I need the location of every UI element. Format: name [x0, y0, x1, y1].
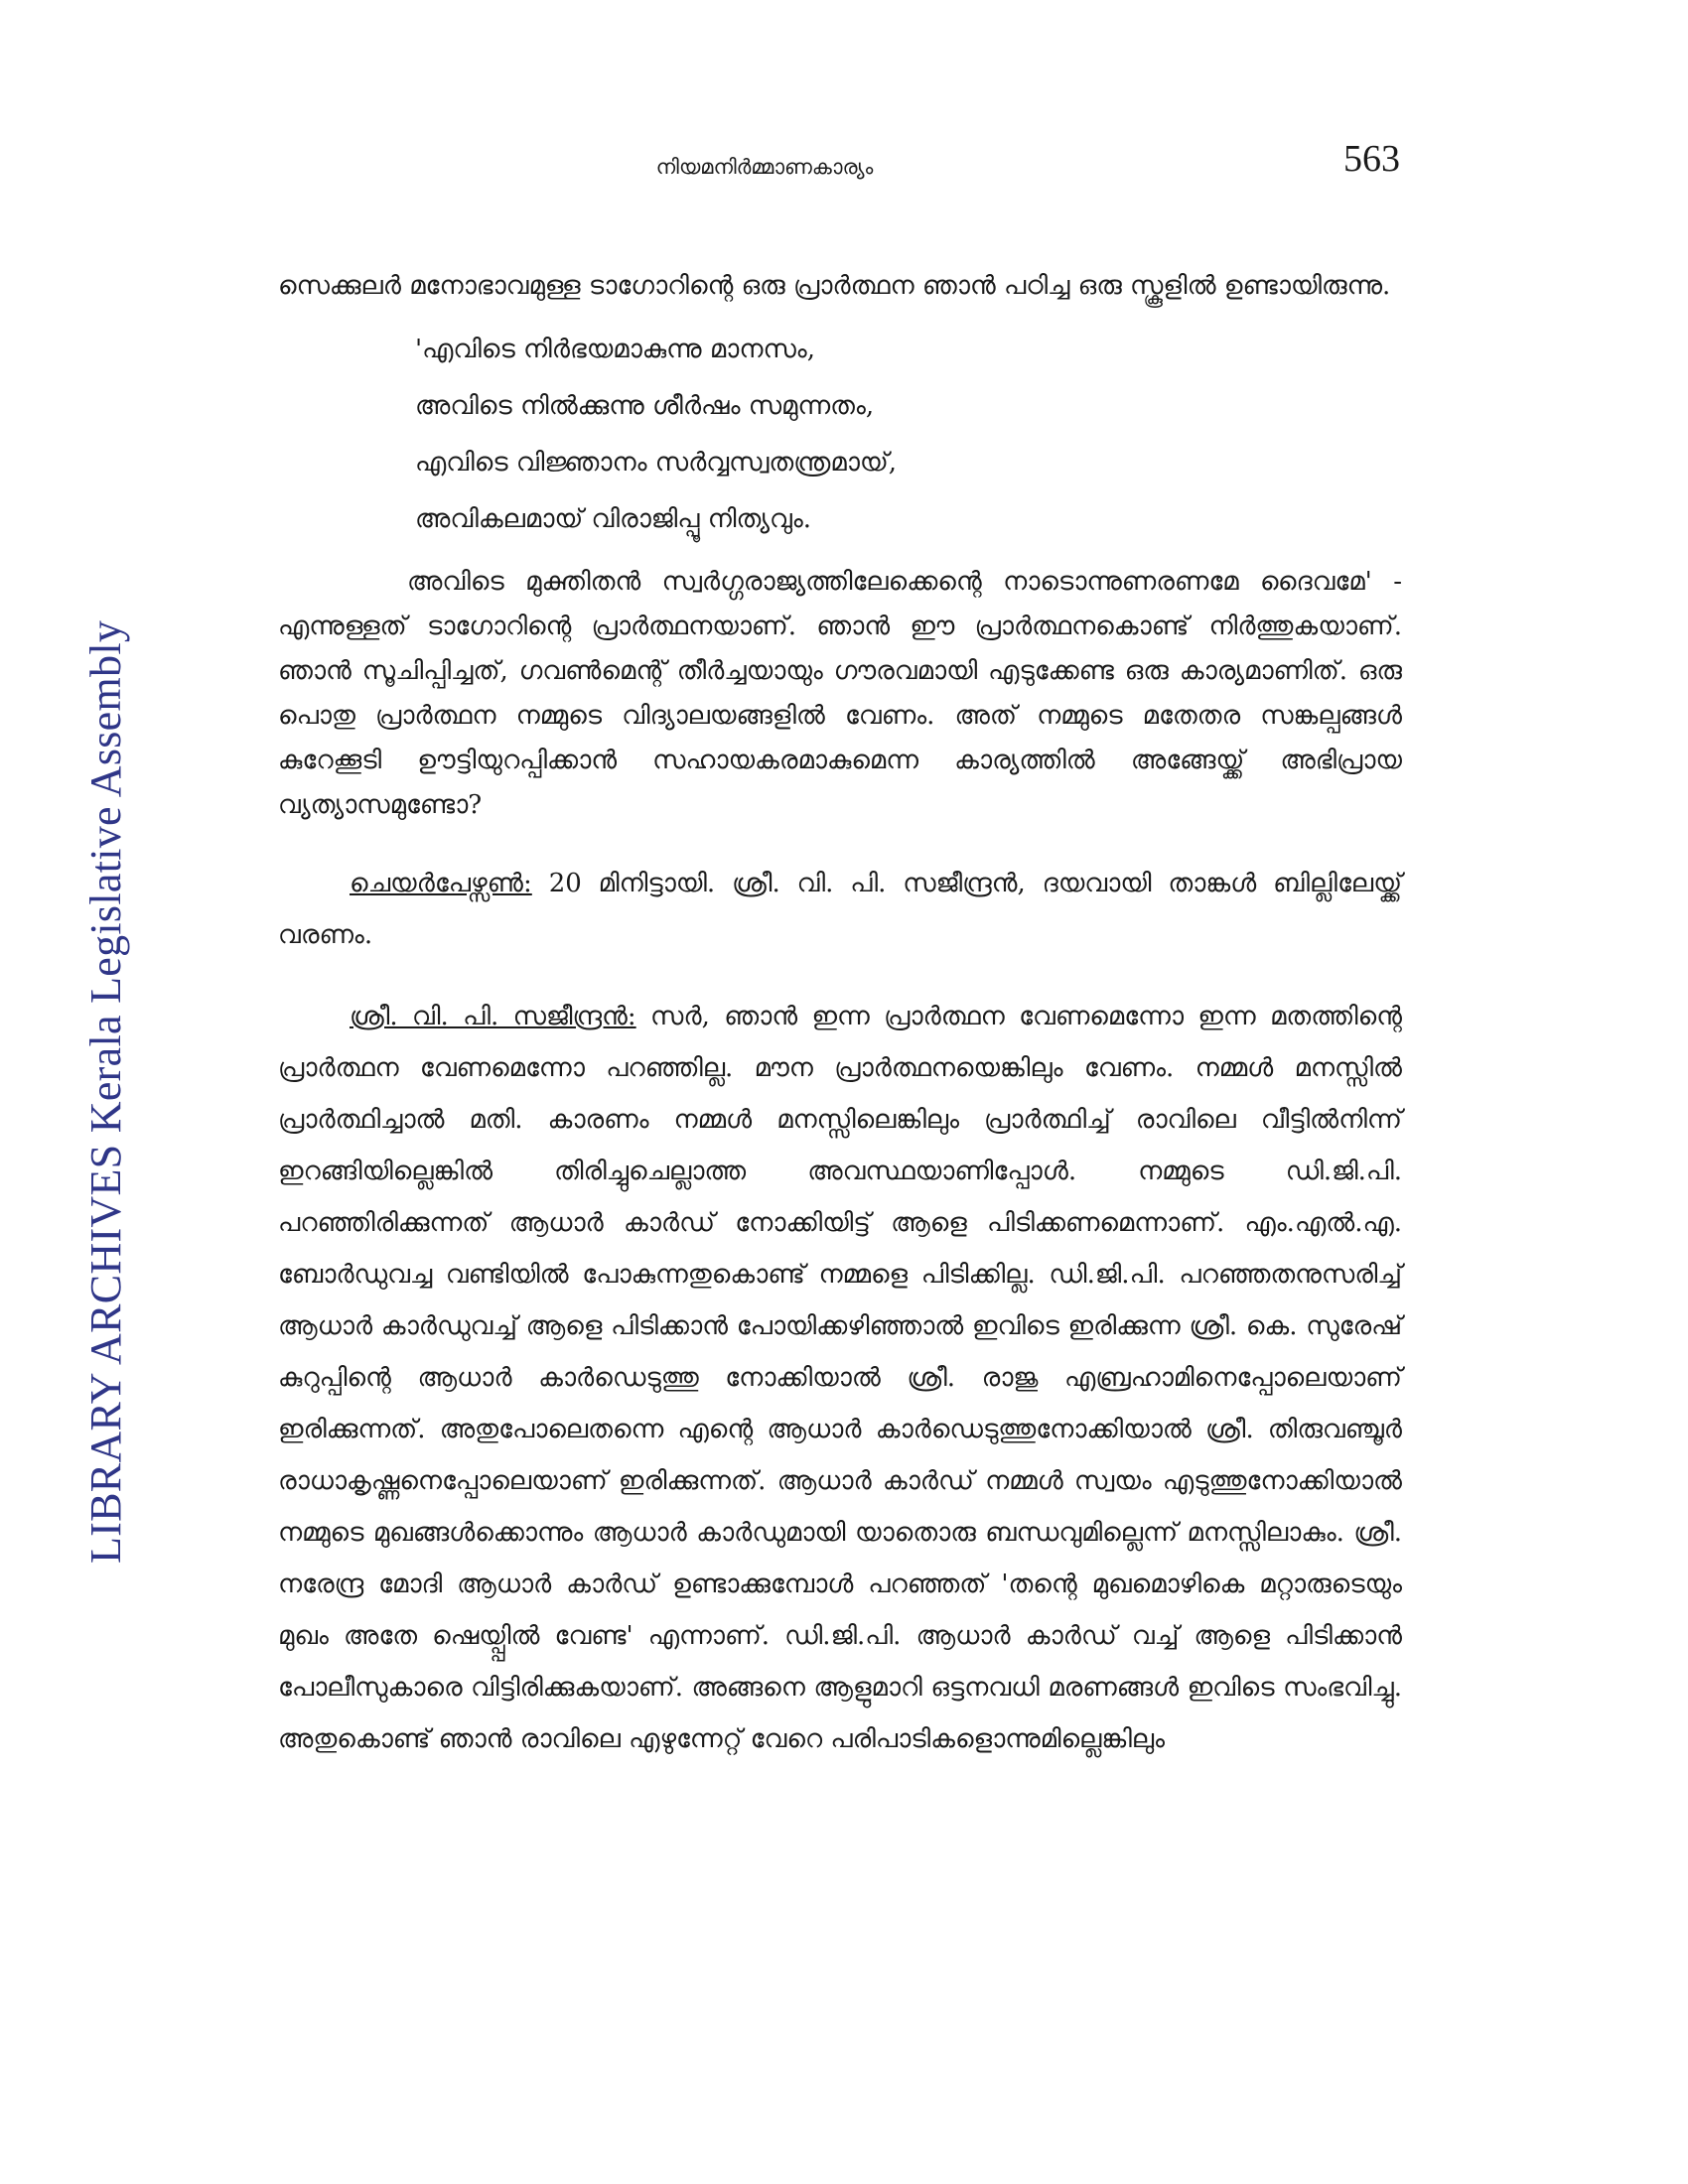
- paragraph-secular-prayer: സെക്കുലർ മനോഭാവമുള്ള ടാഗോറിന്റെ ഒരു പ്രാർത്ഥന ഞാൻ പഠിച്ച ഒരു സ്കൂളിൽ ഉണ്ടായിരുന്നു.: [278, 271, 1391, 301]
- member-speech-text: സർ, ഞാൻ ഇന്ന പ്രാർത്ഥന വേണമെന്നോ ഇന്ന മതത്തിന്റെ പ്രാർത്ഥന വേണമെന്നോ പറഞ്ഞില്ല. മൗന പ്രാർത്ഥനയെങ്കിലും വേണം. നമ്മൾ മനസ്സിൽ പ്രാർത്ഥിച്ചാൽ മതി. കാരണം നമ്മൾ മനസ്സിലെങ്കിലും പ്രാർത്ഥിച്ച് രാവിലെ വീട്ടിൽനിന്ന് ഇറങ്ങിയില്ലെങ്കിൽ തിരിച്ചുചെല്ലാത്ത അവസ്ഥയാണിപ്പോൾ. നമ്മുടെ ഡി.ജി.പി. പറഞ്ഞിരിക്കുന്നത് ആധാർ കാർഡ് നോക്കിയിട്ട് ആളെ പിടിക്കണമെന്നാണ്. എം.എൽ.എ. ബോർഡുവച്ച വണ്ടിയിൽ പോകുന്നതുകൊണ്ട് നമ്മളെ പിടിക്കില്ല. ഡി.ജി.പി. പറഞ്ഞതനുസരിച്ച് ആധാർ കാർഡുവച്ച് ആളെ പിടിക്കാൻ പോയിക്കഴിഞ്ഞാൽ ഇവിടെ ഇരിക്കുന്ന ശ്രീ. കെ. സുരേഷ് കുറുപ്പിന്റെ ആധാർ കാർഡെടുത്തു നോക്കിയാൽ ശ്രീ. രാജു എബ്രഹാമിനെപ്പോലെയാണ് ഇരിക്കുന്നത്. അതുപോലെതന്നെ എന്റെ ആധാർ കാർഡെടുത്തുനോക്കിയാൽ ശ്രീ. തിരുവഞ്ചൂർ രാധാകൃഷ്ണനെപ്പോലെയാണ് ഇരിക്കുന്നത്. ആധാർ കാർഡ് നമ്മൾ സ്വയം എടുത്തുനോക്കിയാൽ നമ്മുടെ മുഖങ്ങൾക്കൊന്നും ആധാർ കാർഡുമായി യാതൊരു ബന്ധവുമില്ലെന്ന് മനസ്സിലാകും. ശ്രീ. നരേന്ദ്ര മോദി ആധാർ കാർഡ് ഉണ്ടാക്കുമ്പോൾ പറഞ്ഞത് 'തന്റെ മുഖമൊഴികെ മറ്റാരുടെയും മുഖം അതേ ഷെയ്പ്പിൽ വേണ്ട' എന്നാണ്. ഡി.ജി.പി. ആധാർ കാർഡ് വച്ച് ആളെ പിടിക്കാൻ പോലീസുകാരെ വിട്ടിരിക്കുകയാണ്. അങ്ങനെ ആളുമാറി ഒട്ടനവധി മരണങ്ങൾ ഇവിടെ സംഭവിച്ചു. അതുകൊണ്ട് ഞാൻ രാവിലെ എഴുന്നേറ്റ് വേറെ പരിപാടികളൊന്നുമില്ലെങ്കിലും: [278, 1002, 1403, 1754]
- poem-line: അവികലമായ് വിരാജിപ്പൂ നിത്യവും.: [415, 504, 811, 534]
- running-header-title: നിയമനിർമ്മാണകാര്യം: [655, 155, 874, 179]
- speaker-name-chair: ചെയർപേഴ്സൺ:: [350, 869, 532, 898]
- paragraph-member-speech: [278, 991, 1402, 1765]
- paragraph-tagore-prayer: അവിടെ മുക്തിതൻ സ്വർഗ്ഗരാജ്യത്തിലേക്കെന്റെ നാടൊന്നുണരണമേ ദൈവമേ' - എന്നുള്ളത് ടാഗോറിന്റെ പ്രാർത്ഥനയാണ്. ഞാൻ ഈ പ്രാർത്ഥനകൊണ്ട് നിർത്തുകയാണ്. ഞാൻ സൂചിപ്പിച്ചത്, ഗവൺമെന്റ് തീർച്ചയായും ഗൗരവമായി എടുക്കേണ്ട ഒരു കാര്യമാണിത്. ഒരു പൊതു പ്രാർത്ഥന നമ്മുടെ വിദ്യാലയങ്ങളിൽ വേണം. അത് നമ്മുടെ മതേതര സങ്കല്പങ്ങൾ കുറേക്കൂടി ഊട്ടിയുറപ്പിക്കാൻ സഹായകരമാകുമെന്ന കാര്യത്തിൽ അങ്ങേയ്ക്ക് അഭിപ്രായ വ്യത്യാസമുണ്ടോ?: [278, 567, 1402, 820]
- poem-line: 'എവിടെ നിർഭയമാകുന്നു മാനസം,: [415, 335, 815, 364]
- poem-line: എവിടെ വിജ്ഞാനം സർവ്വസ്വതന്ത്രമായ്,: [415, 448, 898, 478]
- page-number: 563: [1343, 138, 1400, 180]
- paragraph-chair-remark: [278, 858, 1402, 961]
- poem-block: [415, 322, 1402, 548]
- document-body: [278, 260, 1402, 1765]
- speaker-name-member: ശ്രീ. വി. പി. സജീന്ദ്രൻ:: [350, 1002, 636, 1031]
- archive-watermark: LIBRARY ARCHIVES Kerala Legislative Assembly: [81, 619, 130, 1564]
- poem-line: അവിടെ നിൽക്കുന്നു ശീർഷം സമുന്നതം,: [415, 391, 875, 421]
- chair-remark-text: 20 മിനിട്ടായി. ശ്രീ. വി. പി. സജീന്ദ്രൻ, ദയവായി താങ്കൾ ബില്ലിലേയ്ക്ക് വരണം.: [278, 869, 1402, 950]
